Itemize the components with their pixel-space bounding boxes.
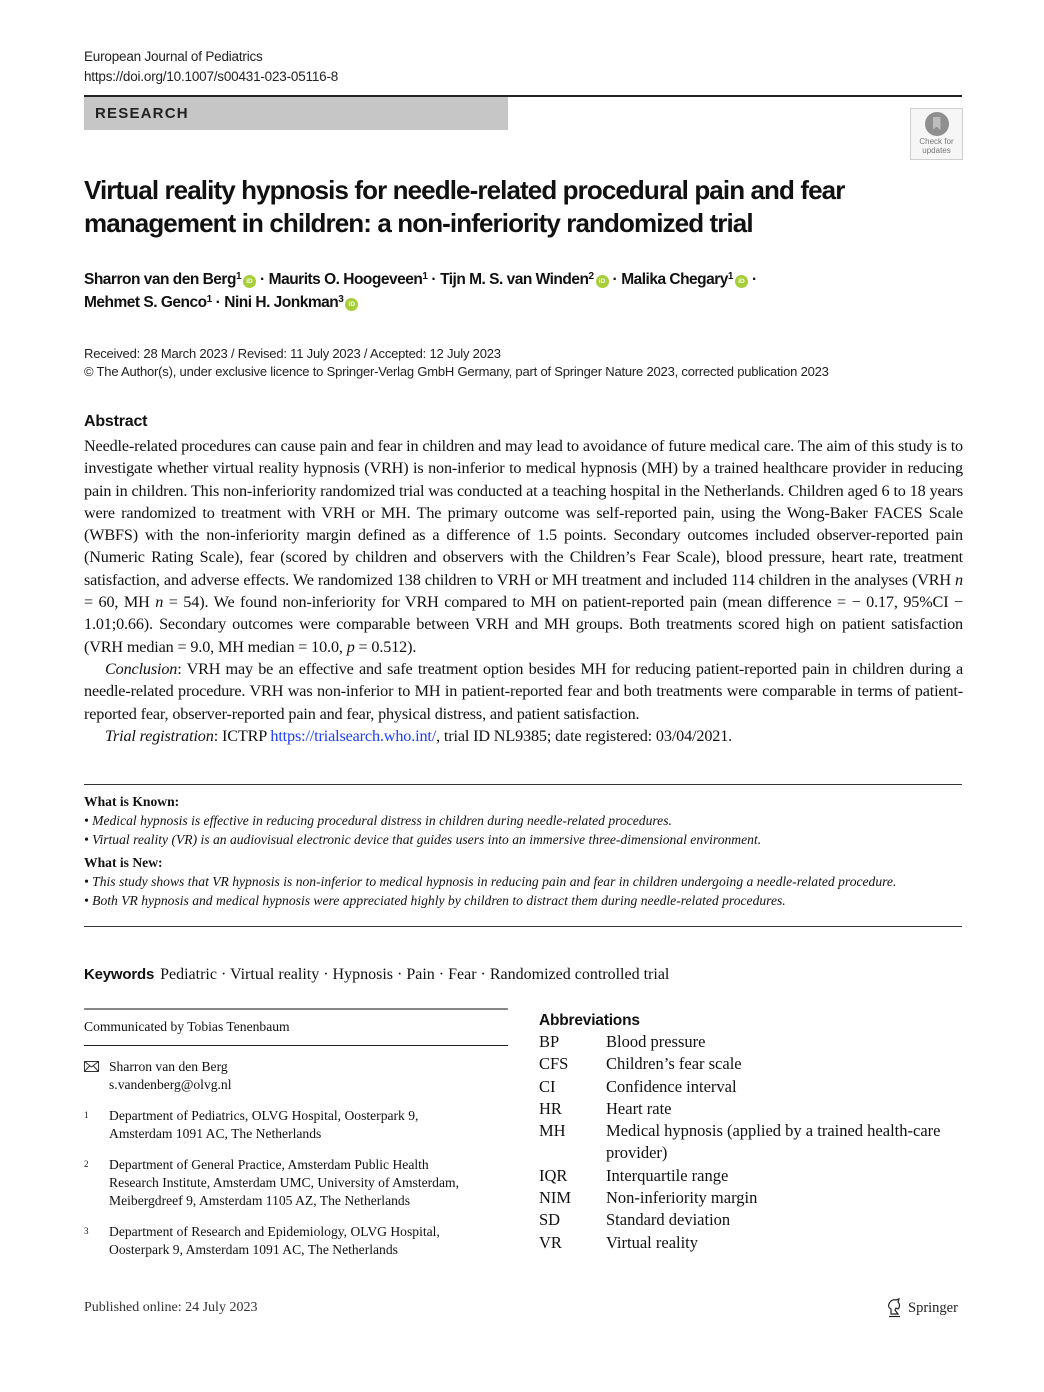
abbreviation-key: NIM	[539, 1188, 572, 1208]
affiliation-2	[84, 1156, 508, 1209]
abbreviation-value: Blood pressure	[606, 1032, 706, 1051]
new-heading: What is New:	[84, 854, 163, 870]
abbreviation-value: Medical hypnosis (applied by a trained health-care provider)	[606, 1121, 941, 1163]
author-name: Sharron van den Berg	[84, 271, 236, 288]
trial-text: : ICTRP	[213, 726, 271, 745]
section-band	[84, 97, 508, 130]
article-title: Virtual reality hypnosis for needle-related procedural pain and fear management in children: a non-inferiority randomized trial	[84, 175, 845, 238]
author-affiliation-mark: 2	[588, 271, 594, 282]
author-affiliation-mark: 1	[422, 271, 428, 282]
abbreviation-value: Heart rate	[606, 1098, 672, 1118]
n-symbol: n	[155, 593, 164, 612]
corresponding-name: Sharron van den Berg	[109, 1059, 228, 1074]
abbreviation-key: CI	[539, 1076, 556, 1096]
publisher-name: Springer	[908, 1299, 958, 1316]
history-dates: Received: 28 March 2023 / Revised: 11 July 2023 / Accepted: 12 July 2023	[84, 346, 501, 361]
author-name: Malika Chegary	[621, 271, 728, 288]
footnotes	[84, 1008, 508, 1258]
p-symbol: p	[346, 637, 355, 656]
abstract-text: = 0.512).	[354, 637, 417, 656]
abbreviation-row	[539, 1209, 963, 1231]
check-for-updates-button[interactable]	[910, 108, 963, 160]
author-separator: ·	[431, 271, 437, 288]
author[interactable]	[84, 271, 256, 288]
trial-registration-label: Trial registration	[105, 726, 214, 745]
author[interactable]	[84, 294, 212, 311]
abbreviation-key: IQR	[539, 1165, 568, 1185]
highlights-top-rule	[84, 784, 962, 785]
corresponding-email[interactable]: s.vandenberg@olvg.nl	[109, 1076, 232, 1092]
author-separator: ·	[260, 271, 265, 288]
author-separator: ·	[612, 271, 618, 288]
abbreviation-key: SD	[539, 1210, 561, 1230]
abbreviation-value: Children’s fear scale	[606, 1054, 742, 1074]
abstract-text: = 54). We found non-inferiority for VRH compared to MH on patient-reported pain (mean difference = − 0.17, 95%CI − 1.01;0.66). Secondary outcomes were comparable between VRH and MH groups. Both treatments scored high on patient satisfaction (VRH median = 9.0, MH median = 10.0,	[84, 593, 963, 656]
conclusion-text: : VRH may be an effective and safe treatment option besides MH for reducing patient-reported pain in children during a needle-related procedure. VRH was non-inferior to MH in patient-reported fear and both treatments were comparable in terms of patient-reported fear, observer-reported pain and fear, physical distress, and patient satisfaction.	[84, 659, 963, 723]
author[interactable]	[621, 271, 748, 288]
highlights-box	[84, 792, 962, 910]
affiliation-text: Department of Research and Epidemiology, OLVG Hospital, Oosterpark 9, Amsterdam 1091 AC, The Netherlands	[109, 1224, 440, 1257]
author-name: Tijn M. S. van Winden	[440, 271, 589, 288]
abbreviation-row	[539, 1232, 963, 1254]
communicated-by: Communicated by Tobias Tenenbaum	[84, 1019, 290, 1034]
highlights-bottom-rule	[84, 926, 962, 927]
abbreviation-row	[539, 1076, 963, 1098]
abstract-paragraph	[84, 435, 963, 658]
affiliation-text: Department of General Practice, Amsterdam Public Health Research Institute, Amsterdam UMC, University of Amsterdam, Meibergdreef 9, Amsterdam 1105 AZ, The Netherlands	[109, 1157, 459, 1208]
section-label: RESEARCH	[95, 105, 189, 122]
keywords-label: Keywords	[84, 966, 155, 983]
new-item: • Both VR hypnosis and medical hypnosis were appreciated highly by children to distract them during needle-related procedures.	[84, 893, 786, 909]
trial-text: , trial ID NL9385; date registered: 03/04/2021.	[436, 726, 733, 745]
author-affiliation-mark: 3	[338, 294, 344, 305]
abbreviation-row	[539, 1165, 963, 1187]
article-dates	[84, 345, 829, 381]
known-heading: What is Known:	[84, 794, 180, 809]
affiliation-mark: 1	[84, 1110, 89, 1121]
keywords-list: Pediatric · Virtual reality · Hypnosis · Pain · Fear · Randomized controlled trial	[160, 966, 670, 983]
check-updates-line-1: Check for	[919, 137, 954, 146]
copyright-notice: © The Author(s), under exclusive licence to Springer-Verlag GmbH Germany, part of Springer Nature 2023, corrected publication 2023	[84, 364, 829, 379]
known-item: • Virtual reality (VR) is an audiovisual electronic device that guides users into an immersive three-dimensional environment.	[84, 832, 762, 848]
abbreviation-key: CFS	[539, 1054, 569, 1074]
n-symbol: n	[955, 570, 963, 589]
trial-registration-paragraph	[84, 725, 963, 747]
abbreviation-value: Confidence interval	[606, 1076, 737, 1096]
affiliation-1	[84, 1107, 508, 1142]
abstract-text: Needle-related procedures can cause pain and fear in children and may lead to avoidance of future medical care. The aim of this study is to investigate whether virtual reality hypnosis (VRH) is non-inferior to medical hypnosis (MH) by a trained healthcare provider in reducing pain in children. This non-inferiority randomized trial was conducted at a teaching hospital in the Netherlands. Children aged 6 to 18 years were randomized to treatment with VRH or MH. The primary outcome was self-reported pain, using the Wong-Baker FACES Scale (WBFS) with the non-inferiority margin defined as a difference of 1.5 points. Secondary outcomes included observer-reported pain (Numeric Rating Scale), fear (scored by children and observers with the Children’s Fear Scale), blood pressure, heart rate, treatment satisfaction, and adverse effects. We randomized 138 children to VRH or MH treatment and included 114 children in the analyses (VRH	[84, 437, 963, 589]
affiliation-mark: 2	[84, 1159, 89, 1170]
affiliation-3	[84, 1223, 508, 1258]
abbreviation-row	[539, 1053, 963, 1075]
abbreviation-row	[539, 1031, 963, 1053]
abbreviation-value: Interquartile range	[606, 1165, 729, 1185]
journal-header	[84, 47, 338, 87]
conclusion-paragraph	[84, 658, 963, 725]
author-separator: ·	[215, 294, 221, 311]
new-item: • This study shows that VR hypnosis is non-inferior to medical hypnosis in reducing pain and fear in children undergoing a needle-related procedure.	[84, 873, 897, 889]
author-affiliation-mark: 1	[235, 271, 241, 282]
abstract-text: = 60, MH	[84, 593, 156, 612]
orcid-icon[interactable]: iD	[243, 275, 256, 288]
footnote-divider	[84, 1045, 508, 1046]
envelope-icon	[84, 1061, 99, 1072]
orcid-icon[interactable]: iD	[735, 275, 748, 288]
abstract-body	[84, 435, 963, 747]
abbreviations-list	[539, 1031, 963, 1254]
author[interactable]	[440, 271, 608, 288]
author-affiliation-mark: 1	[206, 294, 212, 305]
footnote-rule	[84, 1008, 508, 1010]
author[interactable]	[224, 294, 358, 311]
orcid-icon[interactable]: iD	[345, 298, 358, 311]
abbreviation-value: Standard deviation	[606, 1210, 731, 1230]
known-item: • Medical hypnosis is effective in reducing procedural distress in children during needle-related procedures.	[84, 813, 672, 829]
conclusion-label: Conclusion	[105, 659, 178, 678]
author-separator: ·	[751, 271, 757, 288]
publisher-logo	[886, 1298, 958, 1318]
author-affiliation-mark: 1	[727, 271, 733, 282]
abbreviation-row	[539, 1098, 963, 1120]
abbreviation-key: VR	[539, 1232, 562, 1252]
author-list	[84, 268, 944, 314]
doi-link[interactable]: https://doi.org/10.1007/s00431-023-05116-8	[84, 69, 339, 84]
bookmark-icon	[925, 112, 949, 136]
abbreviation-key: MH	[539, 1121, 566, 1141]
journal-name: European Journal of Pediatrics	[84, 49, 263, 64]
published-date: Published online: 24 July 2023	[84, 1300, 258, 1315]
author-name: Nini H. Jonkman	[224, 294, 339, 311]
abstract-heading: Abstract	[84, 413, 148, 430]
affiliation-mark: 3	[84, 1226, 89, 1237]
abbreviations	[539, 1012, 963, 1254]
keywords	[84, 966, 669, 984]
affiliation-text: Department of Pediatrics, OLVG Hospital, Oosterpark 9, Amsterdam 1091 AC, The Netherlands	[109, 1108, 419, 1141]
abbreviation-row	[539, 1120, 963, 1165]
trial-registry-link[interactable]: https://trialsearch.who.int/	[270, 726, 437, 745]
abbreviation-key: BP	[539, 1032, 560, 1051]
abbreviation-value: Non-inferiority margin	[606, 1188, 758, 1208]
author[interactable]	[269, 271, 428, 288]
abbreviation-row	[539, 1187, 963, 1209]
author-name: Maurits O. Hoogeveen	[268, 271, 423, 288]
abbreviations-heading: Abbreviations	[539, 1012, 640, 1029]
springer-horse-icon	[886, 1298, 904, 1318]
abbreviation-key: HR	[539, 1098, 562, 1118]
corresponding-author	[84, 1058, 508, 1093]
orcid-icon[interactable]: iD	[596, 275, 609, 288]
check-updates-line-2: updates	[922, 146, 951, 155]
abbreviation-value: Virtual reality	[606, 1232, 699, 1252]
author-name: Mehmet S. Genco	[84, 294, 207, 311]
